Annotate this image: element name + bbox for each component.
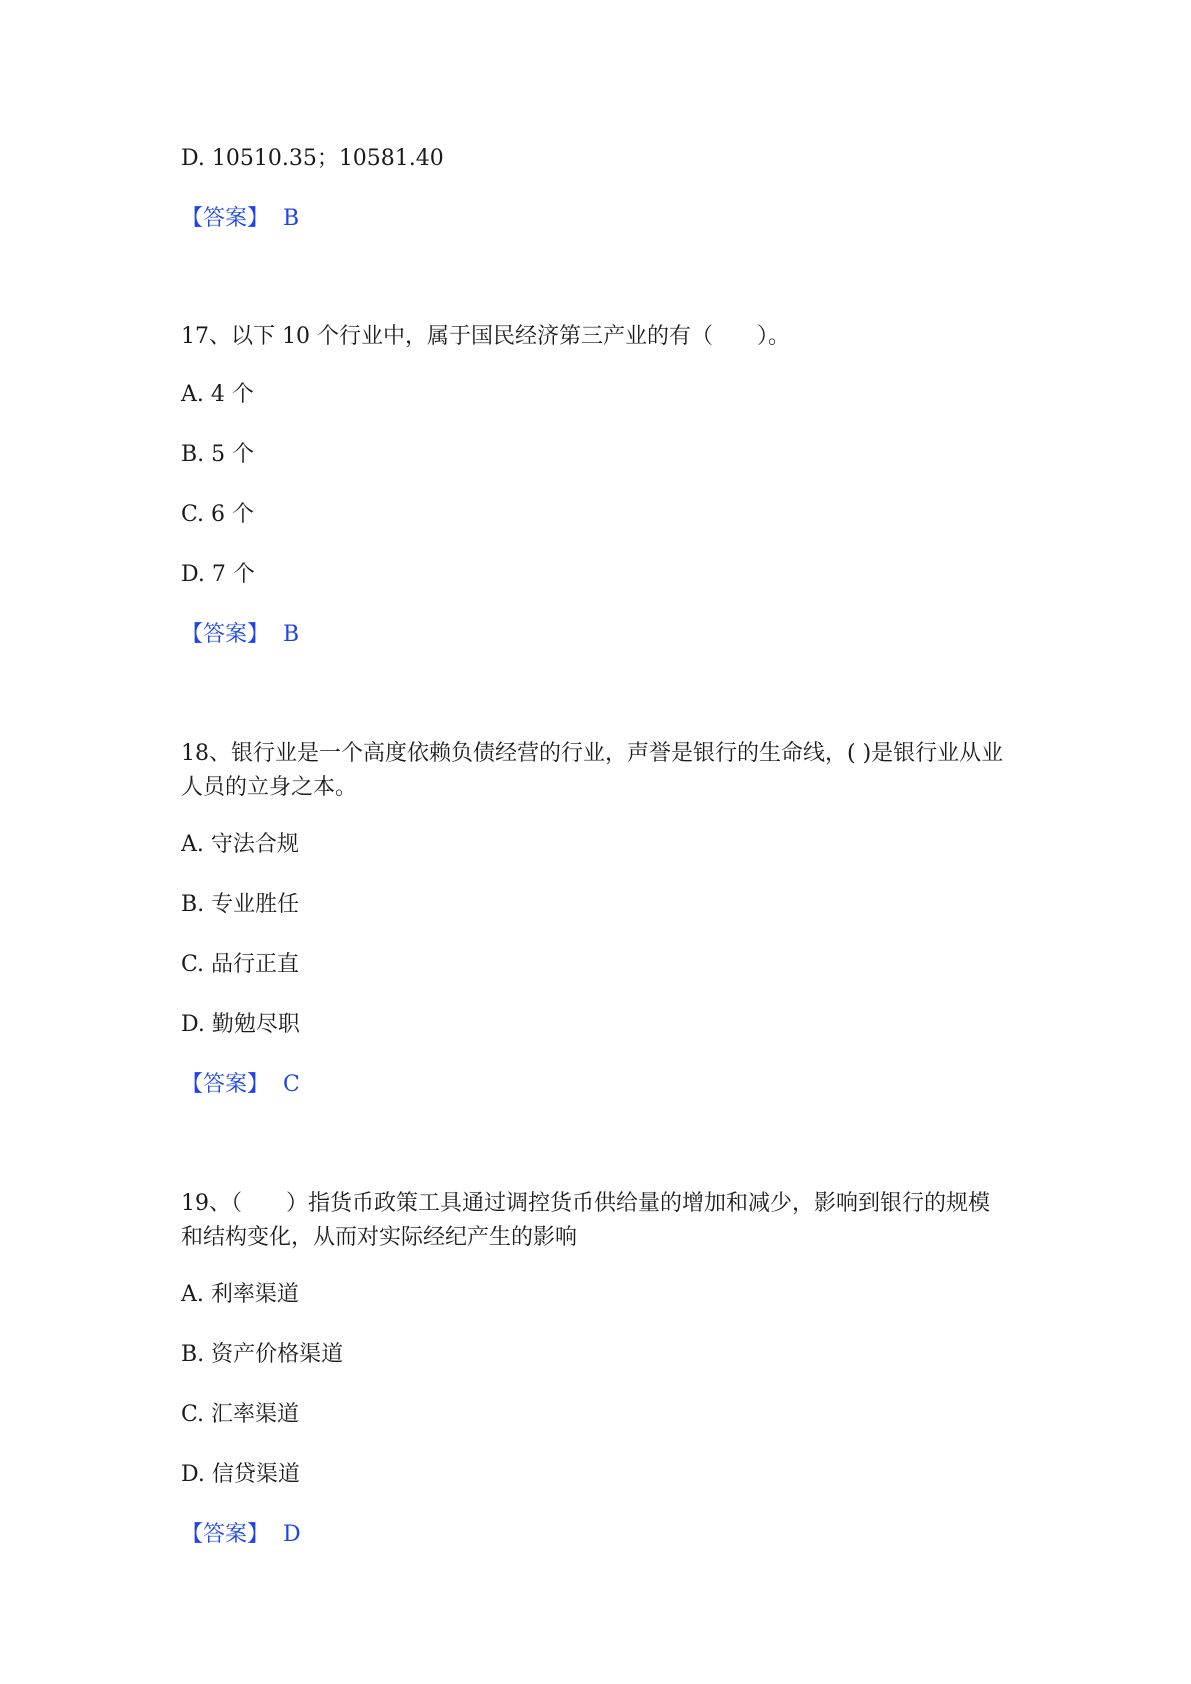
answer-value: B <box>283 206 300 231</box>
question-17-text: 17、以下 10 个行业中，属于国民经济第三产业的有（ ）。 <box>181 324 790 349</box>
prev-option-d: D. 10510.35；10581.40 <box>181 146 444 171</box>
question-17-option-b: B. 5 个 <box>181 442 255 467</box>
question-18-text: 18、银行业是一个高度依赖负债经营的行业，声誉是银行的生命线，( )是银行业从业人员的立身之本。 <box>181 741 1004 800</box>
question-19-answer <box>181 1520 301 1550</box>
question-17-answer <box>181 620 299 650</box>
document-page <box>181 0 1011 1684</box>
question-18-answer <box>181 1070 300 1100</box>
answer-label: 【答案】 <box>181 1072 270 1097</box>
question-18-option-d: D. 勤勉尽职 <box>181 1012 300 1037</box>
answer-value: D <box>283 1522 301 1547</box>
answer-label: 【答案】 <box>181 622 270 647</box>
answer-value: C <box>283 1072 300 1097</box>
question-17-option-a: A. 4 个 <box>181 382 254 407</box>
answer-label: 【答案】 <box>181 1522 270 1547</box>
question-18-option-c: C. 品行正直 <box>181 952 300 977</box>
question-18-option-a: A. 守法合规 <box>181 832 299 857</box>
answer-value: B <box>283 622 300 647</box>
question-19-option-d: D. 信贷渠道 <box>181 1462 300 1487</box>
question-19-option-c: C. 汇率渠道 <box>181 1402 300 1427</box>
question-18-option-b: B. 专业胜任 <box>181 892 300 917</box>
question-19-text: 19、（ ）指货币政策工具通过调控货币供给量的增加和减少，影响到银行的规模和结构变化，从而对实际经纪产生的影响 <box>181 1191 990 1250</box>
question-17-option-c: C. 6 个 <box>181 502 255 527</box>
question-19-option-a: A. 利率渠道 <box>181 1282 299 1307</box>
answer-label: 【答案】 <box>181 206 270 231</box>
question-19-option-b: B. 资产价格渠道 <box>181 1342 344 1367</box>
question-17-option-d: D. 7 个 <box>181 562 255 587</box>
prev-answer <box>181 204 299 234</box>
